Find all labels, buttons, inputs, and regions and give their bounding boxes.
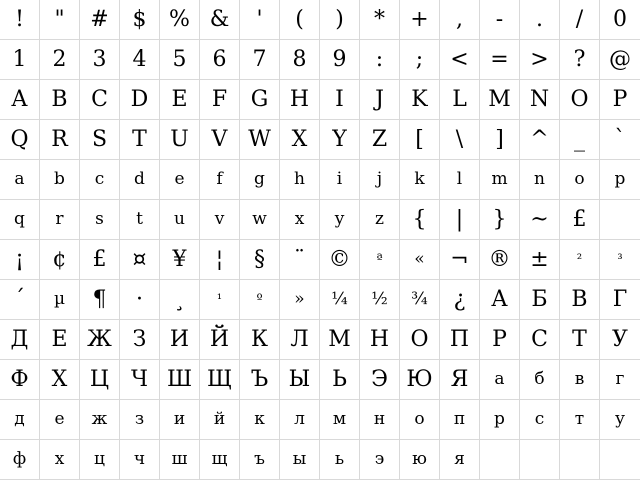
glyph-cell[interactable]: ® xyxy=(480,240,520,280)
glyph-cell[interactable]: Н xyxy=(360,320,400,360)
glyph-cell[interactable]: ш xyxy=(160,440,200,480)
glyph-cell[interactable]: h xyxy=(280,160,320,200)
glyph-cell[interactable]: е xyxy=(40,400,80,440)
glyph-cell[interactable]: G xyxy=(240,80,280,120)
glyph-cell[interactable]: А xyxy=(480,280,520,320)
glyph-cell[interactable]: ф xyxy=(0,440,40,480)
glyph-cell[interactable]: п xyxy=(440,400,480,440)
glyph-cell[interactable]: й xyxy=(200,400,240,440)
glyph-cell[interactable]: ª xyxy=(360,240,400,280)
glyph-cell[interactable]: E xyxy=(160,80,200,120)
glyph-cell[interactable]: Э xyxy=(360,360,400,400)
glyph-cell[interactable]: » xyxy=(280,280,320,320)
glyph-cell[interactable]: i xyxy=(320,160,360,200)
glyph-cell[interactable]: Ъ xyxy=(240,360,280,400)
glyph-cell[interactable]: р xyxy=(480,400,520,440)
glyph-cell[interactable]: & xyxy=(200,0,240,40)
glyph-cell[interactable]: ( xyxy=(280,0,320,40)
glyph-cell[interactable]: ½ xyxy=(360,280,400,320)
glyph-cell[interactable]: f xyxy=(200,160,240,200)
glyph-cell[interactable]: n xyxy=(520,160,560,200)
glyph-cell[interactable]: Щ xyxy=(200,360,240,400)
glyph-cell[interactable]: 3 xyxy=(80,40,120,80)
glyph-cell[interactable]: > xyxy=(520,40,560,80)
glyph-cell[interactable]: ! xyxy=(0,0,40,40)
glyph-cell[interactable]: w xyxy=(240,200,280,240)
glyph-cell[interactable]: 4 xyxy=(120,40,160,80)
glyph-cell[interactable]: а xyxy=(480,360,520,400)
glyph-cell[interactable]: л xyxy=(280,400,320,440)
glyph-cell[interactable]: 1 xyxy=(0,40,40,80)
glyph-cell[interactable]: П xyxy=(440,320,480,360)
glyph-cell[interactable]: Я xyxy=(440,360,480,400)
glyph-cell[interactable]: ¶ xyxy=(80,280,120,320)
glyph-cell[interactable]: _ xyxy=(560,120,600,160)
glyph-cell[interactable]: Ш xyxy=(160,360,200,400)
glyph-cell[interactable]: ¬ xyxy=(440,240,480,280)
glyph-cell[interactable]: ъ xyxy=(240,440,280,480)
glyph-cell[interactable]: a xyxy=(0,160,40,200)
glyph-cell[interactable]: « xyxy=(400,240,440,280)
glyph-cell[interactable]: 2 xyxy=(40,40,80,80)
glyph-cell[interactable]: I xyxy=(320,80,360,120)
glyph-cell[interactable]: ¾ xyxy=(400,280,440,320)
glyph-cell[interactable]: ь xyxy=(320,440,360,480)
glyph-cell[interactable]: = xyxy=(480,40,520,80)
glyph-cell[interactable]: с xyxy=(520,400,560,440)
glyph-cell[interactable]: ¥ xyxy=(160,240,200,280)
glyph-cell[interactable]: у xyxy=(600,400,640,440)
glyph-cell[interactable]: б xyxy=(520,360,560,400)
glyph-cell[interactable]: C xyxy=(80,80,120,120)
glyph-cell[interactable]: r xyxy=(40,200,80,240)
glyph-cell[interactable]: + xyxy=(400,0,440,40)
glyph-cell[interactable]: c xyxy=(80,160,120,200)
glyph-cell[interactable]: О xyxy=(400,320,440,360)
glyph-cell[interactable]: V xyxy=(200,120,240,160)
glyph-cell[interactable]: { xyxy=(400,200,440,240)
glyph-cell[interactable]: @ xyxy=(600,40,640,80)
glyph-cell[interactable]: % xyxy=(160,0,200,40)
glyph-cell[interactable]: p xyxy=(600,160,640,200)
glyph-cell[interactable]: С xyxy=(520,320,560,360)
glyph-cell[interactable]: ж xyxy=(80,400,120,440)
glyph-cell[interactable]: o xyxy=(560,160,600,200)
glyph-cell[interactable] xyxy=(600,440,640,480)
glyph-cell[interactable]: e xyxy=(160,160,200,200)
glyph-cell[interactable]: Й xyxy=(200,320,240,360)
glyph-cell[interactable]: ц xyxy=(80,440,120,480)
glyph-cell[interactable]: г xyxy=(600,360,640,400)
glyph-cell[interactable]: O xyxy=(560,80,600,120)
glyph-cell[interactable]: Ы xyxy=(280,360,320,400)
glyph-cell[interactable]: 6 xyxy=(200,40,240,80)
glyph-cell[interactable]: ¿ xyxy=(440,280,480,320)
glyph-cell[interactable]: Q xyxy=(0,120,40,160)
glyph-cell[interactable]: м xyxy=(320,400,360,440)
glyph-cell[interactable]: v xyxy=(200,200,240,240)
glyph-cell[interactable]: ] xyxy=(480,120,520,160)
glyph-cell[interactable]: ´ xyxy=(0,280,40,320)
glyph-cell[interactable]: \ xyxy=(440,120,480,160)
glyph-cell[interactable]: * xyxy=(360,0,400,40)
glyph-cell[interactable]: l xyxy=(440,160,480,200)
glyph-cell[interactable]: ) xyxy=(320,0,360,40)
glyph-cell[interactable]: F xyxy=(200,80,240,120)
glyph-cell[interactable]: н xyxy=(360,400,400,440)
glyph-cell[interactable]: э xyxy=(360,440,400,480)
glyph-cell[interactable]: ? xyxy=(560,40,600,80)
glyph-cell[interactable]: Х xyxy=(40,360,80,400)
glyph-cell[interactable]: ¸ xyxy=(160,280,200,320)
glyph-cell[interactable]: Z xyxy=(360,120,400,160)
glyph-cell[interactable]: ; xyxy=(400,40,440,80)
glyph-cell[interactable]: < xyxy=(440,40,480,80)
glyph-cell[interactable]: T xyxy=(120,120,160,160)
glyph-cell[interactable]: ² xyxy=(560,240,600,280)
glyph-cell[interactable]: х xyxy=(40,440,80,480)
glyph-cell[interactable]: X xyxy=(280,120,320,160)
glyph-cell[interactable]: D xyxy=(120,80,160,120)
glyph-cell[interactable]: ³ xyxy=(600,240,640,280)
glyph-cell[interactable]: и xyxy=(160,400,200,440)
glyph-cell[interactable]: , xyxy=(440,0,480,40)
glyph-cell[interactable]: k xyxy=(400,160,440,200)
glyph-cell[interactable]: £ xyxy=(560,200,600,240)
glyph-cell[interactable]: Д xyxy=(0,320,40,360)
glyph-cell[interactable]: º xyxy=(240,280,280,320)
glyph-cell[interactable]: . xyxy=(520,0,560,40)
glyph-cell[interactable]: - xyxy=(480,0,520,40)
glyph-cell[interactable]: 9 xyxy=(320,40,360,80)
glyph-cell[interactable]: Ь xyxy=(320,360,360,400)
glyph-cell[interactable]: / xyxy=(560,0,600,40)
glyph-cell[interactable] xyxy=(480,440,520,480)
glyph-cell[interactable]: H xyxy=(280,80,320,120)
glyph-cell[interactable]: З xyxy=(120,320,160,360)
glyph-cell[interactable]: ~ xyxy=(520,200,560,240)
glyph-cell[interactable]: щ xyxy=(200,440,240,480)
glyph-cell[interactable]: Y xyxy=(320,120,360,160)
glyph-cell[interactable]: J xyxy=(360,80,400,120)
glyph-cell[interactable] xyxy=(520,440,560,480)
glyph-cell[interactable]: z xyxy=(360,200,400,240)
glyph-cell[interactable]: m xyxy=(480,160,520,200)
glyph-cell[interactable]: } xyxy=(480,200,520,240)
glyph-cell[interactable]: [ xyxy=(400,120,440,160)
glyph-cell[interactable]: P xyxy=(600,80,640,120)
glyph-cell[interactable]: 5 xyxy=(160,40,200,80)
glyph-cell[interactable]: Р xyxy=(480,320,520,360)
glyph-cell[interactable]: Б xyxy=(520,280,560,320)
glyph-cell[interactable]: g xyxy=(240,160,280,200)
glyph-cell[interactable]: µ xyxy=(40,280,80,320)
glyph-cell[interactable]: Ч xyxy=(120,360,160,400)
glyph-cell[interactable]: 8 xyxy=(280,40,320,80)
glyph-cell[interactable]: ` xyxy=(600,120,640,160)
glyph-cell[interactable]: К xyxy=(240,320,280,360)
glyph-cell[interactable]: Ф xyxy=(0,360,40,400)
glyph-cell[interactable]: У xyxy=(600,320,640,360)
glyph-cell[interactable]: £ xyxy=(80,240,120,280)
glyph-cell[interactable]: ¤ xyxy=(120,240,160,280)
glyph-cell[interactable]: ы xyxy=(280,440,320,480)
glyph-cell[interactable]: ю xyxy=(400,440,440,480)
glyph-cell[interactable]: ¼ xyxy=(320,280,360,320)
glyph-cell[interactable]: | xyxy=(440,200,480,240)
glyph-cell[interactable]: Т xyxy=(560,320,600,360)
glyph-cell[interactable]: W xyxy=(240,120,280,160)
glyph-cell[interactable]: з xyxy=(120,400,160,440)
glyph-cell[interactable]: ¨ xyxy=(280,240,320,280)
glyph-cell[interactable]: t xyxy=(120,200,160,240)
glyph-cell[interactable]: Ж xyxy=(80,320,120,360)
glyph-cell[interactable]: · xyxy=(120,280,160,320)
glyph-cell[interactable]: $ xyxy=(120,0,160,40)
glyph-cell[interactable]: U xyxy=(160,120,200,160)
glyph-cell[interactable]: Г xyxy=(600,280,640,320)
glyph-cell[interactable]: ¡ xyxy=(0,240,40,280)
glyph-cell[interactable]: т xyxy=(560,400,600,440)
glyph-cell[interactable]: d xyxy=(120,160,160,200)
glyph-cell[interactable]: Е xyxy=(40,320,80,360)
glyph-cell[interactable]: A xyxy=(0,80,40,120)
glyph-cell[interactable]: ¹ xyxy=(200,280,240,320)
glyph-cell[interactable]: y xyxy=(320,200,360,240)
glyph-cell[interactable]: © xyxy=(320,240,360,280)
glyph-cell[interactable]: ч xyxy=(120,440,160,480)
glyph-cell[interactable]: И xyxy=(160,320,200,360)
glyph-cell[interactable]: о xyxy=(400,400,440,440)
glyph-cell[interactable]: : xyxy=(360,40,400,80)
glyph-cell[interactable]: ¦ xyxy=(200,240,240,280)
glyph-cell[interactable] xyxy=(600,200,640,240)
glyph-cell[interactable]: Л xyxy=(280,320,320,360)
glyph-cell[interactable]: 7 xyxy=(240,40,280,80)
glyph-cell[interactable]: # xyxy=(80,0,120,40)
glyph-cell[interactable]: N xyxy=(520,80,560,120)
glyph-cell[interactable]: u xyxy=(160,200,200,240)
glyph-cell[interactable]: д xyxy=(0,400,40,440)
glyph-cell[interactable] xyxy=(560,440,600,480)
glyph-cell[interactable]: " xyxy=(40,0,80,40)
glyph-cell[interactable]: K xyxy=(400,80,440,120)
glyph-cell[interactable]: x xyxy=(280,200,320,240)
glyph-cell[interactable]: § xyxy=(240,240,280,280)
glyph-cell[interactable]: М xyxy=(320,320,360,360)
glyph-cell[interactable]: Ц xyxy=(80,360,120,400)
glyph-cell[interactable]: Ю xyxy=(400,360,440,400)
glyph-cell[interactable]: R xyxy=(40,120,80,160)
glyph-cell[interactable]: S xyxy=(80,120,120,160)
glyph-cell[interactable]: j xyxy=(360,160,400,200)
glyph-cell[interactable]: В xyxy=(560,280,600,320)
glyph-cell[interactable]: ± xyxy=(520,240,560,280)
glyph-cell[interactable]: L xyxy=(440,80,480,120)
glyph-cell[interactable]: я xyxy=(440,440,480,480)
glyph-cell[interactable]: q xyxy=(0,200,40,240)
glyph-cell[interactable]: M xyxy=(480,80,520,120)
glyph-cell[interactable]: B xyxy=(40,80,80,120)
glyph-cell[interactable]: s xyxy=(80,200,120,240)
glyph-cell[interactable]: к xyxy=(240,400,280,440)
glyph-cell[interactable]: ^ xyxy=(520,120,560,160)
glyph-cell[interactable]: ¢ xyxy=(40,240,80,280)
glyph-cell[interactable]: 0 xyxy=(600,0,640,40)
glyph-cell[interactable]: в xyxy=(560,360,600,400)
glyph-cell[interactable]: ' xyxy=(240,0,280,40)
glyph-cell[interactable]: b xyxy=(40,160,80,200)
